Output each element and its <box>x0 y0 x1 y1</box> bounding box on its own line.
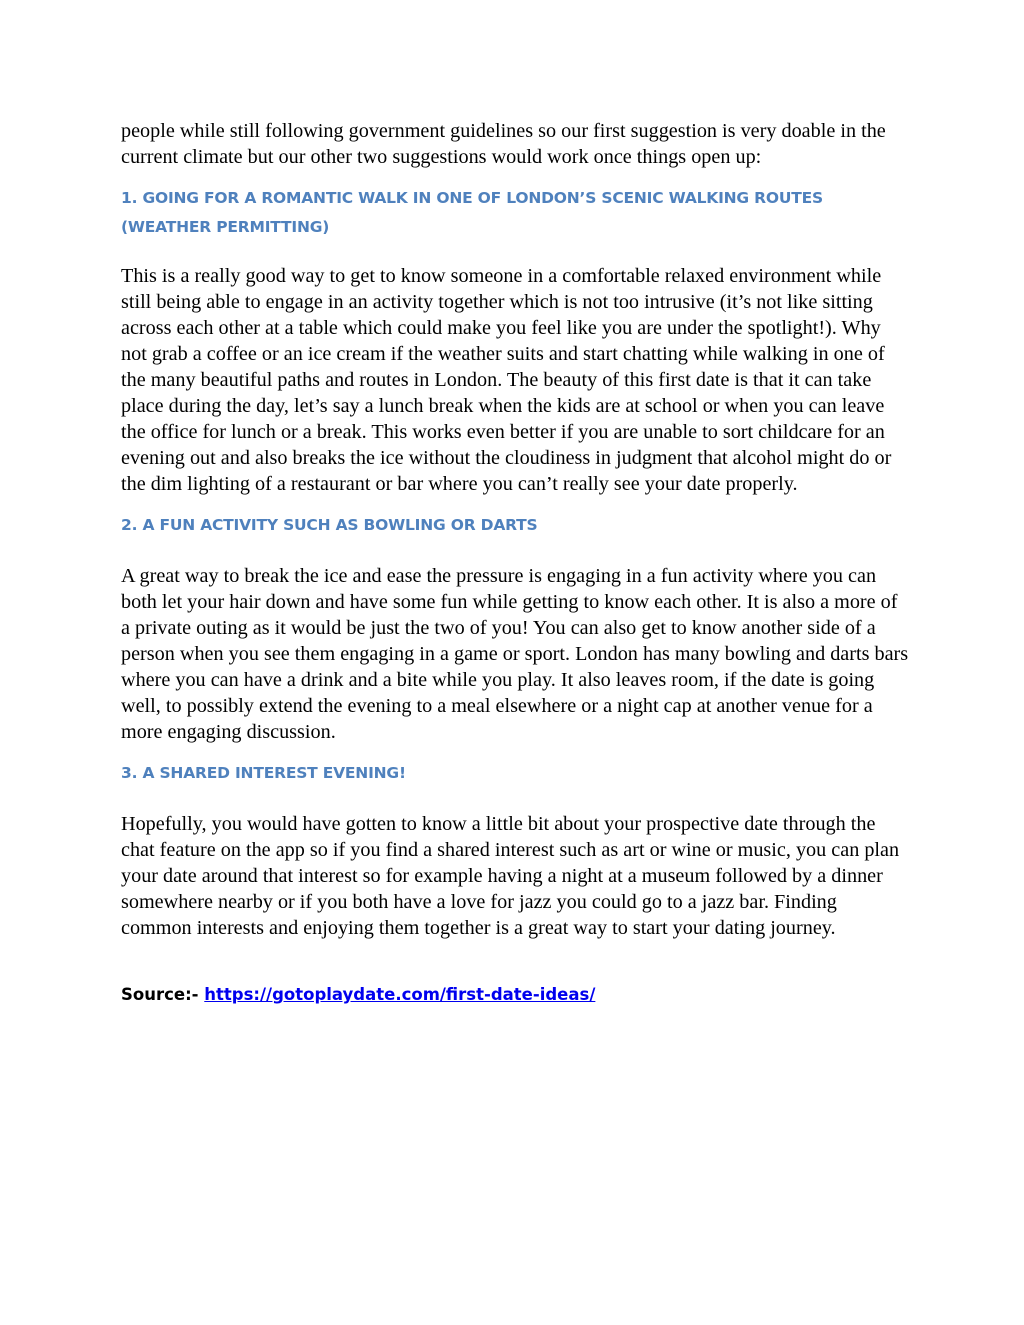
section-1-body: This is a really good way to get to know someone in a comfortable relaxed environment while still being able to engage in an activity together which is not too intrusive (it’s not like sitting across each other at a table which could make you feel like you are under the spotlight!). Why not grab a coffee or an ice cream if the weather suits and start chatting while walking in one of the many beautiful paths and routes in London. The beauty of this first date is that it can take place during the day, let’s say a lunch break when the kids are at school or when you can leave the office for lunch or a break. This works even better if you are unable to sort childcare for an evening out and also breaks the ice without the cloudiness in judgment that alcohol might do or the dim lighting of a restaurant or bar where you can’t really see your date properly. <box>121 265 892 495</box>
document-page <box>121 118 911 1004</box>
intro-paragraph: people while still following government guidelines so our first suggestion is very doable in the current climate but our other two suggestions would work once things open up: <box>121 120 886 168</box>
section-2-heading: 2. A FUN ACTIVITY SUCH AS BOWLING OR DARTS <box>121 516 538 534</box>
section-3-body: Hopefully, you would have gotten to know a little bit about your prospective date through the chat feature on the app so if you find a shared interest such as art or wine or music, you can plan your date around that interest so for example having a night at a museum followed by a dinner somewhere nearby or if you both have a love for jazz you could go to a jazz bar. Finding common interests and enjoying them together is a great way to start your dating journey. <box>121 813 900 939</box>
section-3-heading: 3. A SHARED INTEREST EVENING! <box>121 764 406 782</box>
source-link[interactable]: https://gotoplaydate.com/first-date-ideas/ <box>204 985 596 1004</box>
section-2-body: A great way to break the ice and ease the pressure is engaging in a fun activity where you can both let your hair down and have some fun while getting to know each other. It is also a more of a private outing as it would be just the two of you! You can also get to know another side of a person when you see them engaging in a game or sport. London has many bowling and darts bars where you can have a drink and a bite while you play. It also leaves room, if the date is going well, to possibly extend the evening to a meal elsewhere or a night cap at another venue for a more engaging discussion. <box>121 565 909 743</box>
source-label: Source:- <box>121 985 205 1004</box>
section-1-heading: 1. GOING FOR A ROMANTIC WALK IN ONE OF LONDON’S SCENIC WALKING ROUTES (WEATHER PERMITTING) <box>121 189 823 236</box>
source-line <box>121 985 911 1004</box>
